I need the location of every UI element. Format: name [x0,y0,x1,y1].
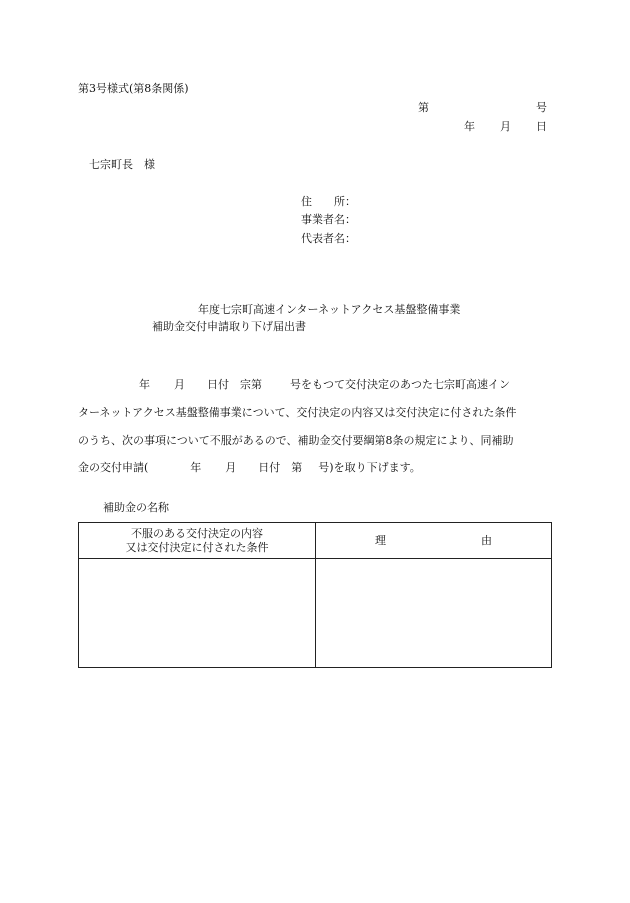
doc-number-suffix: 号 [536,101,547,114]
objection-table [78,522,552,668]
addressee: 七宗町長 様 [89,158,155,171]
subsidy-name-label: 補助金の名称 [103,501,169,514]
body-l1-year: 年 [139,378,150,391]
body-l4-month: 月 [225,461,237,474]
doc-number-prefix: 第 [418,101,429,114]
body-l1-day: 日付 宗第 [207,378,262,391]
address-label: 住 所： [301,195,356,208]
header-reason-right: 由 [481,533,492,547]
date-month: 月 [500,120,511,133]
date-day: 日 [536,120,547,133]
date-year: 年 [464,120,475,133]
body-line2: ターネットアクセス基盤整備事業について、交付決定の内容又は交付決定に付された条件 [78,406,517,419]
document-title-line2: 補助金交付申請取り下げ届出書 [152,320,306,333]
header-objection-content [79,523,316,559]
objection-content-cell[interactable] [79,559,316,668]
header-objection-line2: 又は交付決定に付された条件 [125,540,269,554]
representative-label: 代表者名： [301,232,356,245]
reason-cell[interactable] [316,559,552,668]
body-line1 [78,379,510,390]
header-reason [316,523,552,559]
form-number: 第3号様式(第8条関係) [78,82,189,95]
header-reason-left: 理 [375,533,386,547]
body-l4-end: 号)を取り下げます。 [318,461,421,474]
body-line4 [78,462,421,473]
body-l4-start: 金の交付申請( [78,461,149,474]
body-line3: のうち、次の事項について不服があるので、補助金交付要綱第8条の規定により、同補助 [78,434,514,447]
body-l1-month: 月 [174,378,185,391]
body-l1-rest: 号をもつて交付決定のあつた七宗町高速イン [290,378,510,391]
document-title-line1: 年度七宗町高速インターネットアクセス基盤整備事業 [198,303,461,316]
header-objection-line1: 不服のある交付決定の内容 [131,526,263,540]
body-l4-day: 日付 第 [258,461,303,474]
company-label: 事業者名： [301,213,356,226]
body-l4-year: 年 [190,461,202,474]
